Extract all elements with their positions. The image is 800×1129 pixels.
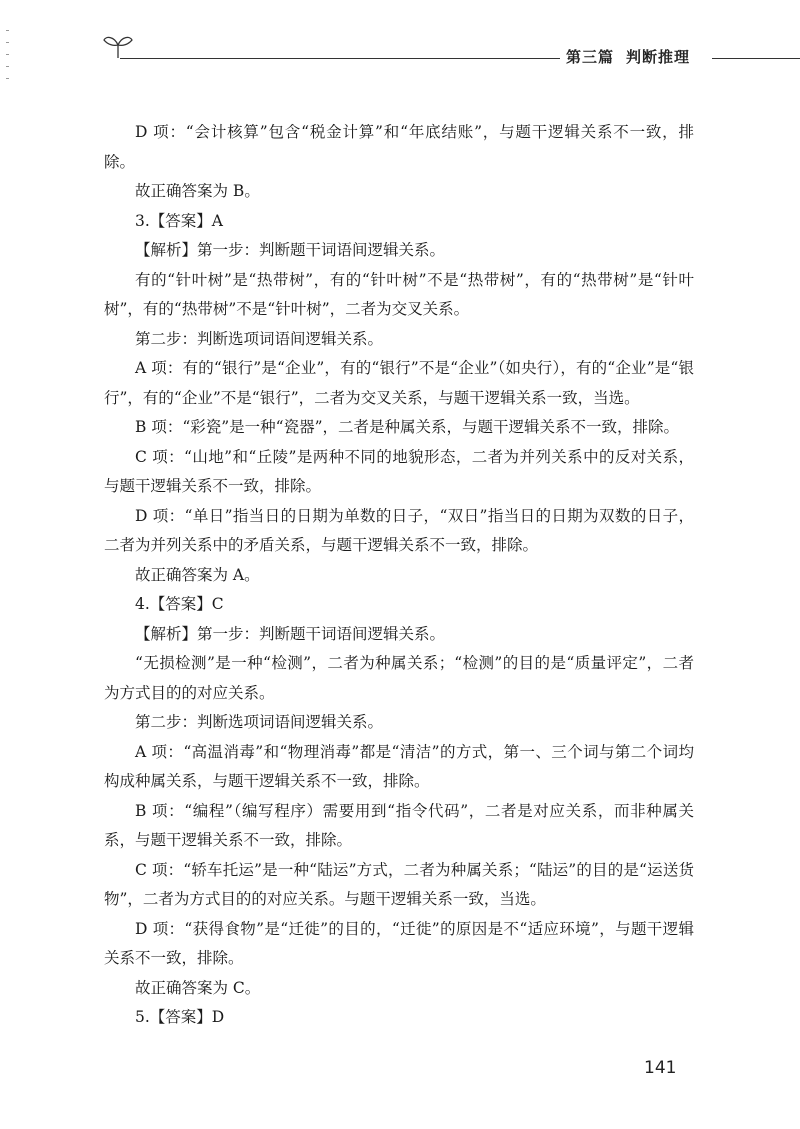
header-rule-left [120, 58, 560, 59]
paragraph: 故正确答案为 B。 [135, 182, 260, 200]
header-section: 判断推理 [626, 48, 691, 66]
paragraph: A 项：有的“银行”是“企业”，有的“银行”不是“企业”（如央行），有的“企业”是“银行”，有的“企业”不是“银行”，二者为交叉关系，与题干逻辑关系一致，当选。 [104, 359, 694, 407]
paragraph: C 项：“轿车托运”是一种“陆运”方式，二者为种属关系；“陆运”的目的是“运送货物”，二者为方式目的的对应关系。与题干逻辑关系一致，当选。 [104, 860, 694, 908]
paragraph: C 项：“山地”和“丘陵”是两种不同的地貌形态，二者为并列关系中的反对关系，与题干逻辑关系不一致，排除。 [104, 447, 694, 495]
analysis-heading: 【解析】第一步：判断题干词语间逻辑关系。 [135, 624, 446, 643]
header-title [566, 46, 690, 67]
answer-heading: 4.【答案】C [135, 595, 224, 613]
paragraph: D 项：“获得食物”是“迁徙”的目的，“迁徙”的原因是不“适应环境”，与题干逻辑关系不一致，排除。 [104, 919, 694, 967]
paragraph: B 项：“彩瓷”是一种“瓷器”，二者是种属关系，与题干逻辑关系不一致，排除。 [135, 418, 680, 436]
paragraph: B 项：“编程”（编写程序）需要用到“指令代码”，二者是对应关系，而非种属关系，与题干逻辑关系不一致，排除。 [104, 801, 694, 849]
answer-heading: 5.【答案】D [135, 1008, 225, 1026]
paragraph: 有的“针叶树”是“热带树”，有的“针叶树”不是“热带树”，有的“热带树”是“针叶树”，有的“热带树”不是“针叶树”，二者为交叉关系。 [104, 270, 694, 318]
page-number: 141 [644, 1058, 677, 1078]
paragraph: 第二步：判断选项词语间逻辑关系。 [135, 713, 384, 731]
paragraph: 第二步：判断选项词语间逻辑关系。 [135, 329, 384, 348]
paragraph: 故正确答案为 C。 [135, 978, 261, 997]
paragraph: D 项：“单日”指当日的日期为单数的日子，“双日”指当日的日期为双数的日子，二者为并列关系中的矛盾关系，与题干逻辑关系不一致，排除。 [104, 506, 694, 554]
body-text [104, 118, 694, 1033]
binding-marks [6, 30, 10, 90]
paragraph: “无损检测”是一种“检测”，二者为种属关系；“检测”的目的是“质量评定”，二者为方式目的的对应关系。 [104, 654, 694, 702]
answer-heading: 3.【答案】A [135, 211, 223, 230]
header-part: 第三篇 [566, 48, 615, 66]
page-header [100, 30, 720, 70]
paragraph: A 项：“高温消毒”和“物理消毒”都是“清洁”的方式，第一、三个词与第二个词均构成种属关系，与题干逻辑关系不一致，排除。 [104, 742, 694, 790]
paragraph: 故正确答案为 A。 [135, 565, 260, 584]
header-rule-right [712, 58, 800, 59]
paragraph: D 项：“会计核算”包含“税金计算”和“年底结账”，与题干逻辑关系不一致，排除。 [104, 123, 694, 171]
analysis-heading: 【解析】第一步：判断题干词语间逻辑关系。 [135, 241, 446, 259]
sprout-icon [100, 30, 136, 60]
